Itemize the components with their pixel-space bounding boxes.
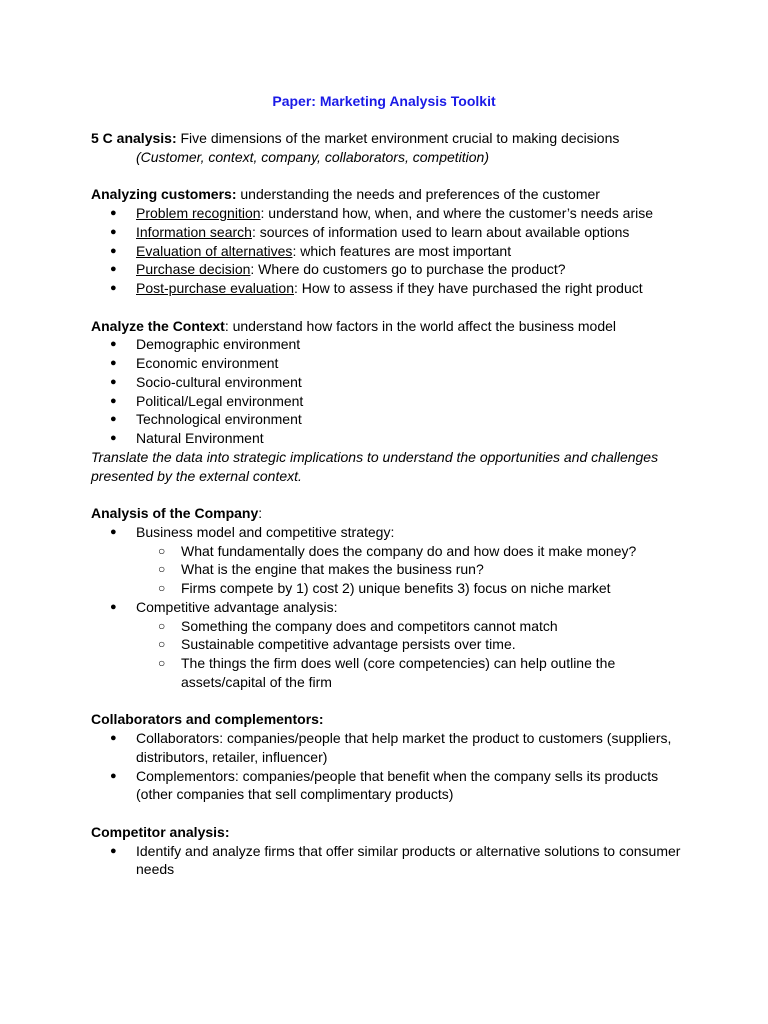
list-item-term: Information search [136, 223, 252, 240]
list-item: ● Technological environment [91, 410, 691, 429]
competitor-heading: Competitor analysis: [91, 823, 230, 840]
sub-list [136, 542, 691, 598]
company-paragraph [91, 504, 691, 523]
list-item: ● Economic environment [91, 354, 691, 373]
competitor-paragraph [91, 823, 691, 842]
context-note: Translate the data into strategic implications to understand the opportunities and challenges presented by the external context. [91, 448, 659, 484]
list-item-term: Problem recognition [136, 205, 261, 221]
competitor-list [91, 842, 691, 880]
list-item [91, 598, 691, 692]
context-list [91, 335, 691, 448]
list-item [91, 279, 691, 298]
page-title: Paper: Marketing Analysis Toolkit [272, 93, 496, 109]
list-item [91, 523, 691, 598]
list-item [91, 223, 691, 242]
list-item: ● Political/Legal environment [91, 392, 691, 411]
five-c-paragraph [91, 129, 691, 148]
sub-list-item: ○ Firms compete by 1) cost 2) unique benefits 3) focus on niche market [136, 579, 691, 598]
sub-list-item: ○ What is the engine that makes the business run? [136, 560, 691, 579]
list-item: ● Natural Environment [91, 429, 691, 448]
list-item-desc: : sources of information used to learn about available options [251, 223, 630, 240]
list-item [91, 242, 691, 261]
list-item-term: Post-purchase evaluation [136, 280, 294, 296]
list-item-desc: : How to assess if they have purchased the right product [294, 280, 643, 296]
sub-list [136, 617, 691, 692]
customers-paragraph [91, 185, 691, 204]
group-label: Competitive advantage analysis: [136, 598, 338, 615]
list-item-term: Purchase decision [136, 261, 251, 278]
company-heading: Analysis of the Company [91, 505, 259, 521]
list-item [91, 260, 691, 279]
sub-list-item: ○ Something the company does and competitors cannot match [136, 617, 691, 636]
five-c-text: Five dimensions of the market environment crucial to making decisions [176, 130, 620, 146]
context-text: : understand how factors in the world affect the business model [224, 317, 616, 334]
list-item: ● Collaborators: companies/people that help market the product to customers (suppliers, distributors, retailer, influencer) [91, 729, 691, 767]
five-c-sub: (Customer, context, company, collaborators, competition) [136, 148, 490, 165]
list-item: ● Socio-cultural environment [91, 373, 691, 392]
list-item-desc: : Where do customers go to purchase the product? [250, 261, 566, 278]
customers-heading: Analyzing customers: [91, 186, 237, 203]
collaborators-paragraph [91, 710, 691, 729]
company-text: : [258, 505, 263, 521]
context-paragraph [91, 317, 691, 336]
list-item-desc: : which features are most important [292, 242, 512, 259]
collaborators-heading: Collaborators and complementors: [91, 711, 324, 728]
context-heading: Analyze the Context [91, 317, 225, 334]
sub-list-item: ○ Sustainable competitive advantage persists over time. [136, 635, 691, 654]
company-list [91, 523, 691, 692]
list-item: ● Complementors: companies/people that benefit when the company sells its products (other companies that sell complimentary products) [91, 767, 691, 805]
sub-list-item: ○ What fundamentally does the company do and how does it make money? [136, 542, 691, 561]
list-item-term: Evaluation of alternatives [136, 242, 293, 259]
list-item-desc: : understand how, when, and where the customer’s needs arise [260, 205, 654, 221]
list-item: ● Identify and analyze firms that offer similar products or alternative solutions to consumer needs [91, 842, 691, 880]
customers-list [91, 204, 691, 298]
document-body [91, 129, 691, 879]
customers-text: understanding the needs and preferences of the customer [236, 186, 600, 203]
five-c-heading: 5 C analysis: [91, 130, 177, 146]
group-label: Business model and competitive strategy: [136, 523, 395, 540]
list-item: ● Demographic environment [91, 335, 691, 354]
collaborators-list [91, 729, 691, 804]
list-item [91, 204, 691, 223]
sub-list-item: ○ The things the firm does well (core competencies) can help outline the assets/capital of the firm [136, 654, 691, 692]
